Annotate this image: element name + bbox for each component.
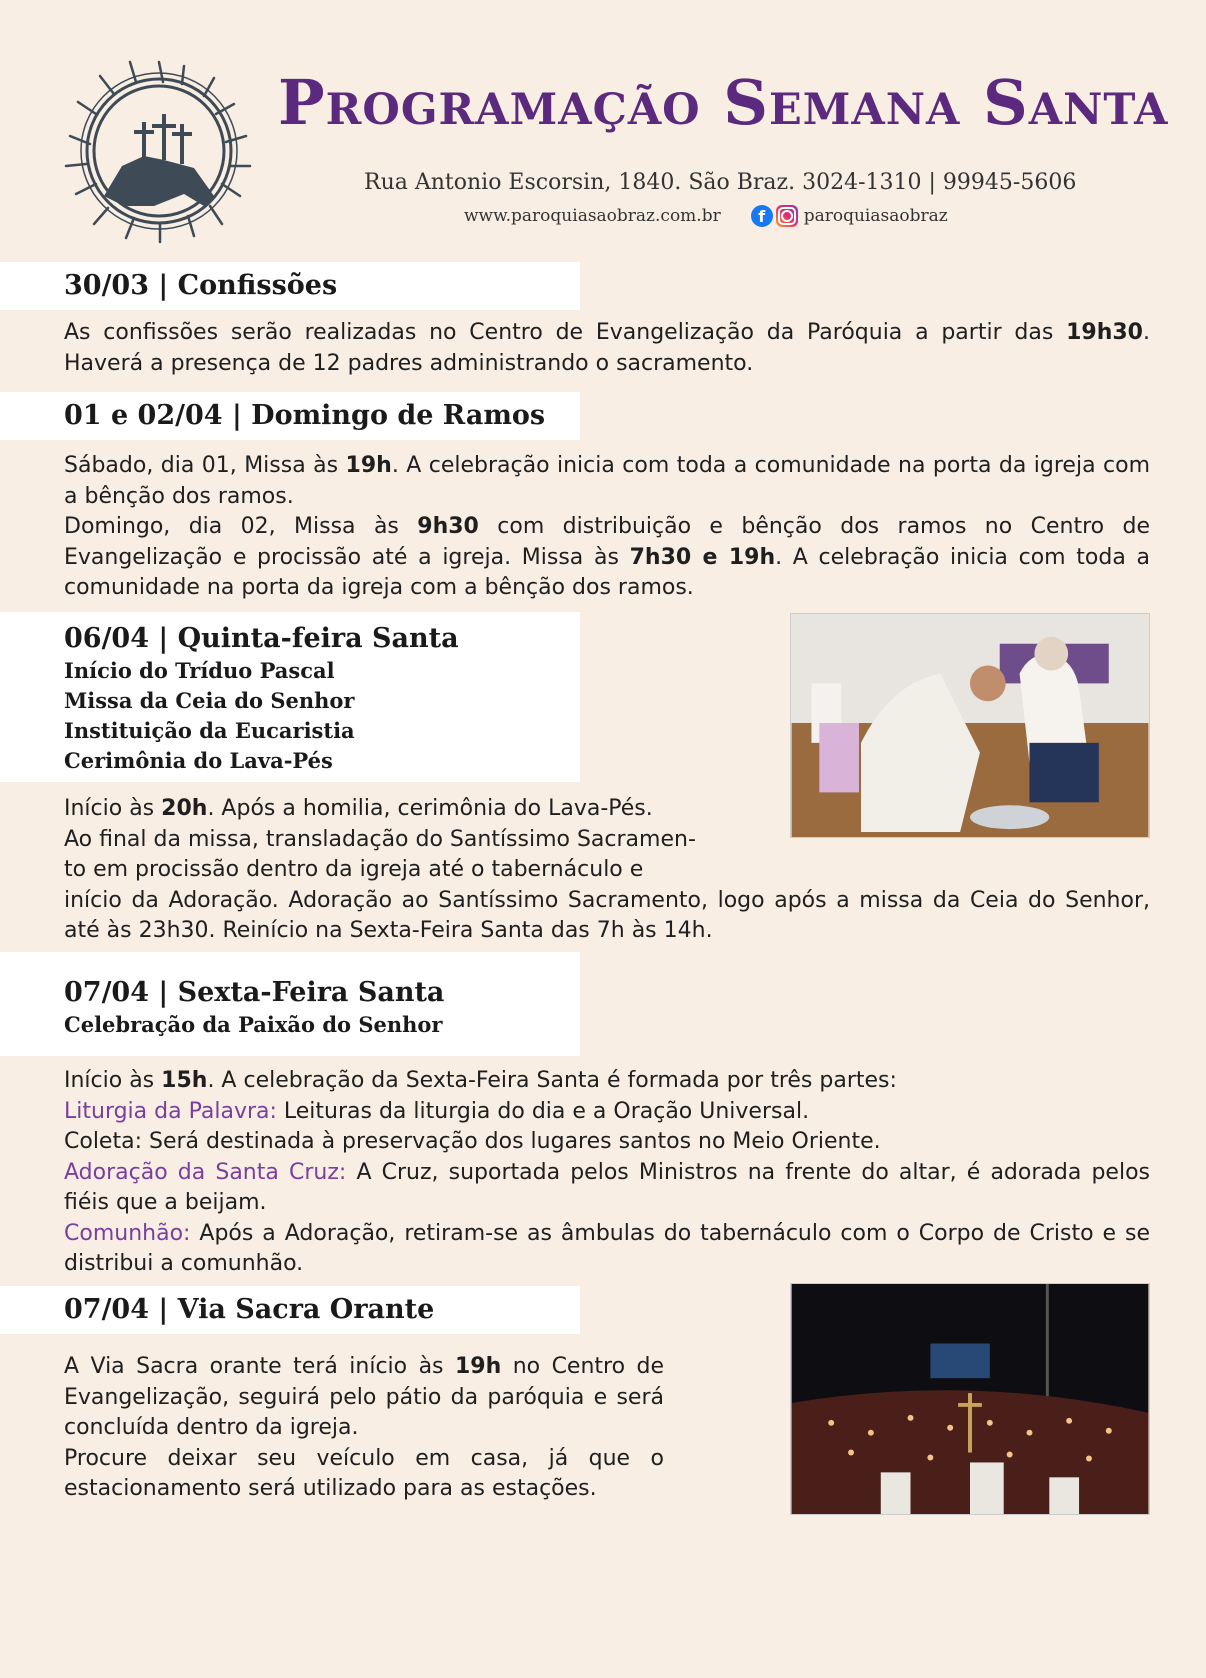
comunhao-label: Comunhão: (64, 1220, 191, 1246)
section-heading: 01 e 02/04 | Domingo de Ramos (64, 400, 546, 431)
body-line: to em procissão dentro da igreja até o tabernáculo e (64, 857, 644, 882)
body-text: com distribuição e bênção dos ramos no Centro de Evangelização e procissão até a igreja. Missa às (64, 514, 1150, 570)
paragraph (64, 1352, 664, 1444)
time-highlight: 15h (161, 1068, 208, 1093)
paragraph (64, 451, 1150, 512)
body-text: . A celebração inicia com toda a comunidade na porta da igreja com a bênção dos ramos. (64, 544, 1150, 600)
body-text: . A celebração inicia com toda a comunidade na porta da igreja com a bênção dos ramos. (64, 453, 1150, 509)
body-text: Leituras da liturgia do dia e a Oração Universal. (276, 1098, 810, 1124)
body-text: . Após a homilia, cerimônia do Lava-Pés. (207, 796, 653, 821)
liturgia-label: Liturgia da Palavra: (64, 1098, 277, 1124)
body-line: Ao final da missa, transladação do Santíssimo Sacramen- (64, 826, 696, 852)
body-text: . A celebração da Sexta-Feira Santa é formada por três partes: (207, 1068, 897, 1093)
photo-via-sacra (790, 1283, 1150, 1515)
body-line: início da Adoração. Adoração ao Santíssimo Sacramento, logo após a missa da Ceia do Senhor, até às 23h30. Reinício na Sexta-Feira Santa das 7h às 14h. (64, 887, 1150, 943)
body-text: As confissões serão realizadas no Centro de Evangelização da Paróquia a partir das (64, 320, 1067, 345)
body-text: no Centro de Evangelização, seguirá pelo pátio da paróquia e será concluída dentro da igreja. (64, 1354, 664, 1440)
body-text: Sábado, dia 01, Missa às (64, 453, 346, 478)
body-text: . Haverá a presença de 12 padres administrando o sacramento. (64, 320, 1150, 376)
section-subtitle: Missa da Ceia do Senhor (64, 688, 355, 713)
time-highlight: 19h30 (1066, 320, 1143, 345)
page-title: Programação Semana Santa (278, 66, 1169, 139)
section-body (64, 451, 1150, 604)
paragraph (64, 1066, 1150, 1097)
time-highlight: 20h (161, 796, 208, 821)
body-text: Após a Adoração, retiram-se as âmbulas do tabernáculo com o Corpo de Cristo e se distribui a comunhão. (64, 1220, 1150, 1276)
section-heading-box (0, 952, 580, 1056)
section-body (64, 1352, 664, 1505)
section-body (64, 318, 1150, 379)
social-handle: paroquiasaobraz (803, 206, 948, 226)
body-line (64, 794, 1150, 825)
parish-address: Rua Antonio Escorsin, 1840. São Braz. 3024-1310 | 99945-5606 (364, 170, 1077, 195)
paragraph (64, 1158, 1150, 1219)
paragraph: Coleta: Será destinada à preservação dos lugares santos no Meio Oriente. (64, 1129, 881, 1154)
body-text: A Via Sacra orante terá início às (64, 1354, 455, 1379)
time-highlight: 19h (345, 453, 392, 478)
section-heading-box (0, 392, 580, 440)
time-highlight: 7h30 e 19h (629, 544, 776, 570)
paragraph (64, 1219, 1150, 1280)
section-body (64, 1066, 1150, 1280)
paragraph (64, 512, 1150, 604)
section-heading: 30/03 | Confissões (64, 270, 338, 301)
contact-line (464, 204, 1164, 228)
section-body (64, 794, 1150, 947)
section-heading: 07/04 | Via Sacra Orante (64, 1294, 435, 1325)
adoracao-label: Adoração da Santa Cruz: (64, 1159, 347, 1185)
instagram-icon[interactable] (776, 205, 798, 227)
body-text: Início às (64, 1068, 162, 1093)
paragraph: Procure deixar seu veículo em casa, já que o estacionamento será utilizado para as estações. (64, 1445, 664, 1501)
body-text: Início às (64, 796, 162, 821)
section-heading-box (0, 262, 580, 310)
paragraph (64, 1097, 1150, 1128)
website-link[interactable]: www.paroquiasaobraz.com.br (464, 206, 721, 226)
section-heading-box (0, 1286, 580, 1334)
crown-of-thorns-logo (64, 56, 254, 246)
body-text: Domingo, dia 02, Missa às (64, 514, 418, 539)
section-subtitle: Início do Tríduo Pascal (64, 658, 335, 683)
section-heading-box (0, 612, 580, 782)
facebook-icon[interactable]: f (751, 205, 773, 227)
time-highlight: 19h (454, 1354, 502, 1379)
body-text: A Cruz, suportada pelos Ministros na frente do altar, é adorada pelos fiéis que a beijam. (64, 1159, 1151, 1215)
section-heading: 07/04 | Sexta-Feira Santa (64, 977, 445, 1008)
section-subtitle: Instituição da Eucaristia (64, 718, 355, 743)
section-heading: 06/04 | Quinta-feira Santa (64, 623, 459, 654)
section-subtitle: Cerimônia do Lava-Pés (64, 748, 333, 773)
section-subtitle: Celebração da Paixão do Senhor (64, 1012, 443, 1037)
time-highlight: 9h30 (417, 514, 479, 539)
